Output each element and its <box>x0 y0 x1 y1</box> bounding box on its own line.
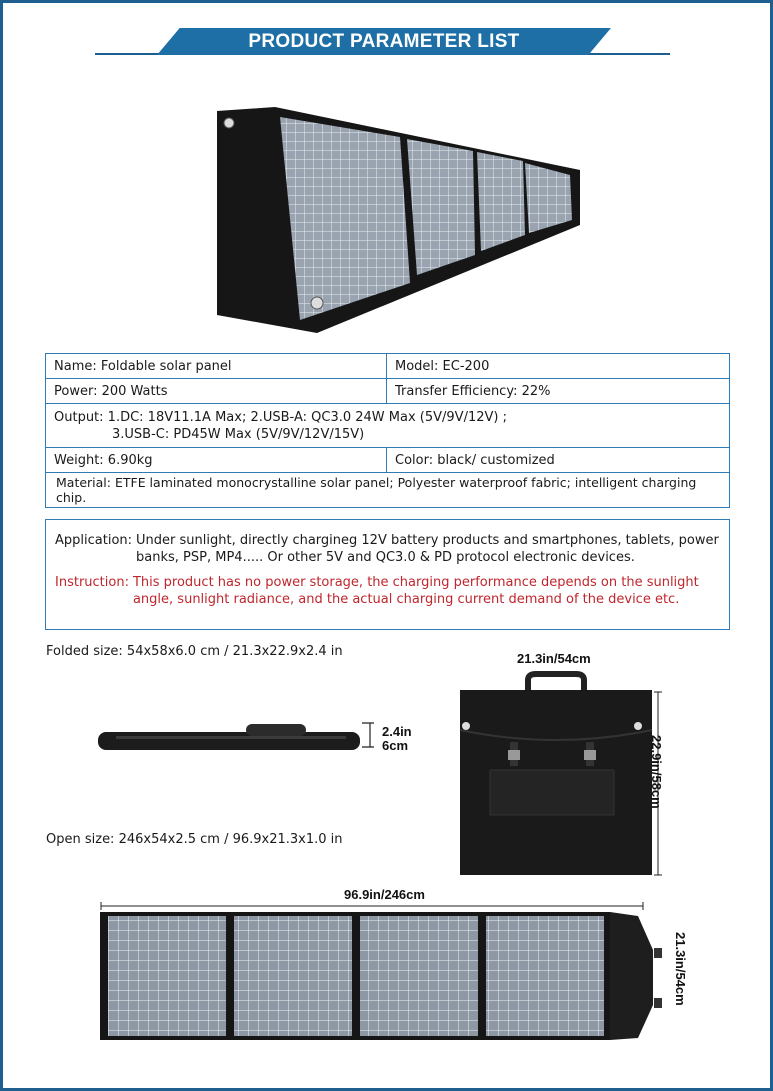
page-title: PRODUCT PARAMETER LIST <box>248 31 520 52</box>
instruction-label: Instruction: <box>55 575 129 590</box>
open-length-line <box>100 900 645 910</box>
open-height-label: 21.3in/54cm <box>673 932 688 1006</box>
folded-height-label: 22.9in/58cm <box>649 735 664 809</box>
open-panel-image <box>98 910 668 1045</box>
open-size-caption: Open size: 246x54x2.5 cm / 96.9x21.3x1.0 in <box>46 832 343 847</box>
table-row <box>46 473 730 508</box>
folded-width-label: 21.3in/54cm <box>517 651 591 666</box>
param-name: Name: Foldable solar panel <box>46 354 387 379</box>
param-material: Material: ETFE laminated monocrystalline solar panel; Polyester waterproof fabric; intelligent charging chip. <box>46 473 730 508</box>
param-output <box>46 404 730 448</box>
param-output-line2: 3.USB-C: PD45W Max (5V/9V/12V/15V) <box>112 426 365 442</box>
application-label: Application: <box>55 533 133 548</box>
thickness-bracket <box>360 720 380 750</box>
instruction-row <box>55 574 721 608</box>
folded-thickness-cm: 6cm <box>382 738 409 753</box>
param-efficiency: Transfer Efficiency: 22% <box>387 379 730 404</box>
param-output-line1: Output: 1.DC: 18V11.1A Max; 2.USB-A: QC3.0 24W Max (5V/9V/12V) ; <box>54 409 507 425</box>
product-hero-image <box>205 105 590 335</box>
param-color: Color: black/ customized <box>387 448 730 473</box>
parameter-table <box>45 353 730 508</box>
open-length-label: 96.9in/246cm <box>344 887 425 902</box>
folded-side-image <box>96 718 366 758</box>
table-row <box>46 354 730 379</box>
folded-size-caption: Folded size: 54x58x6.0 cm / 21.3x22.9x2.4 in <box>46 644 343 659</box>
table-row <box>46 404 730 448</box>
application-text: Under sunlight, directly chargineg 12V battery products and smartphones, tablets, power banks, PSP, MP4..... Or other 5V and QC3.0 & PD protocol electronic devices. <box>136 533 719 565</box>
param-power: Power: 200 Watts <box>46 379 387 404</box>
param-model: Model: EC-200 <box>387 354 730 379</box>
folded-front-image <box>458 670 673 880</box>
table-row <box>46 448 730 473</box>
application-box <box>45 519 730 630</box>
instruction-text: This product has no power storage, the charging performance depends on the sunlight angle, sunlight radiance, and the actual charging current demand of the device etc. <box>132 575 699 607</box>
folded-thickness-in: 2.4in <box>382 724 412 739</box>
application-row <box>55 532 721 566</box>
param-weight: Weight: 6.90kg <box>46 448 387 473</box>
table-row <box>46 379 730 404</box>
